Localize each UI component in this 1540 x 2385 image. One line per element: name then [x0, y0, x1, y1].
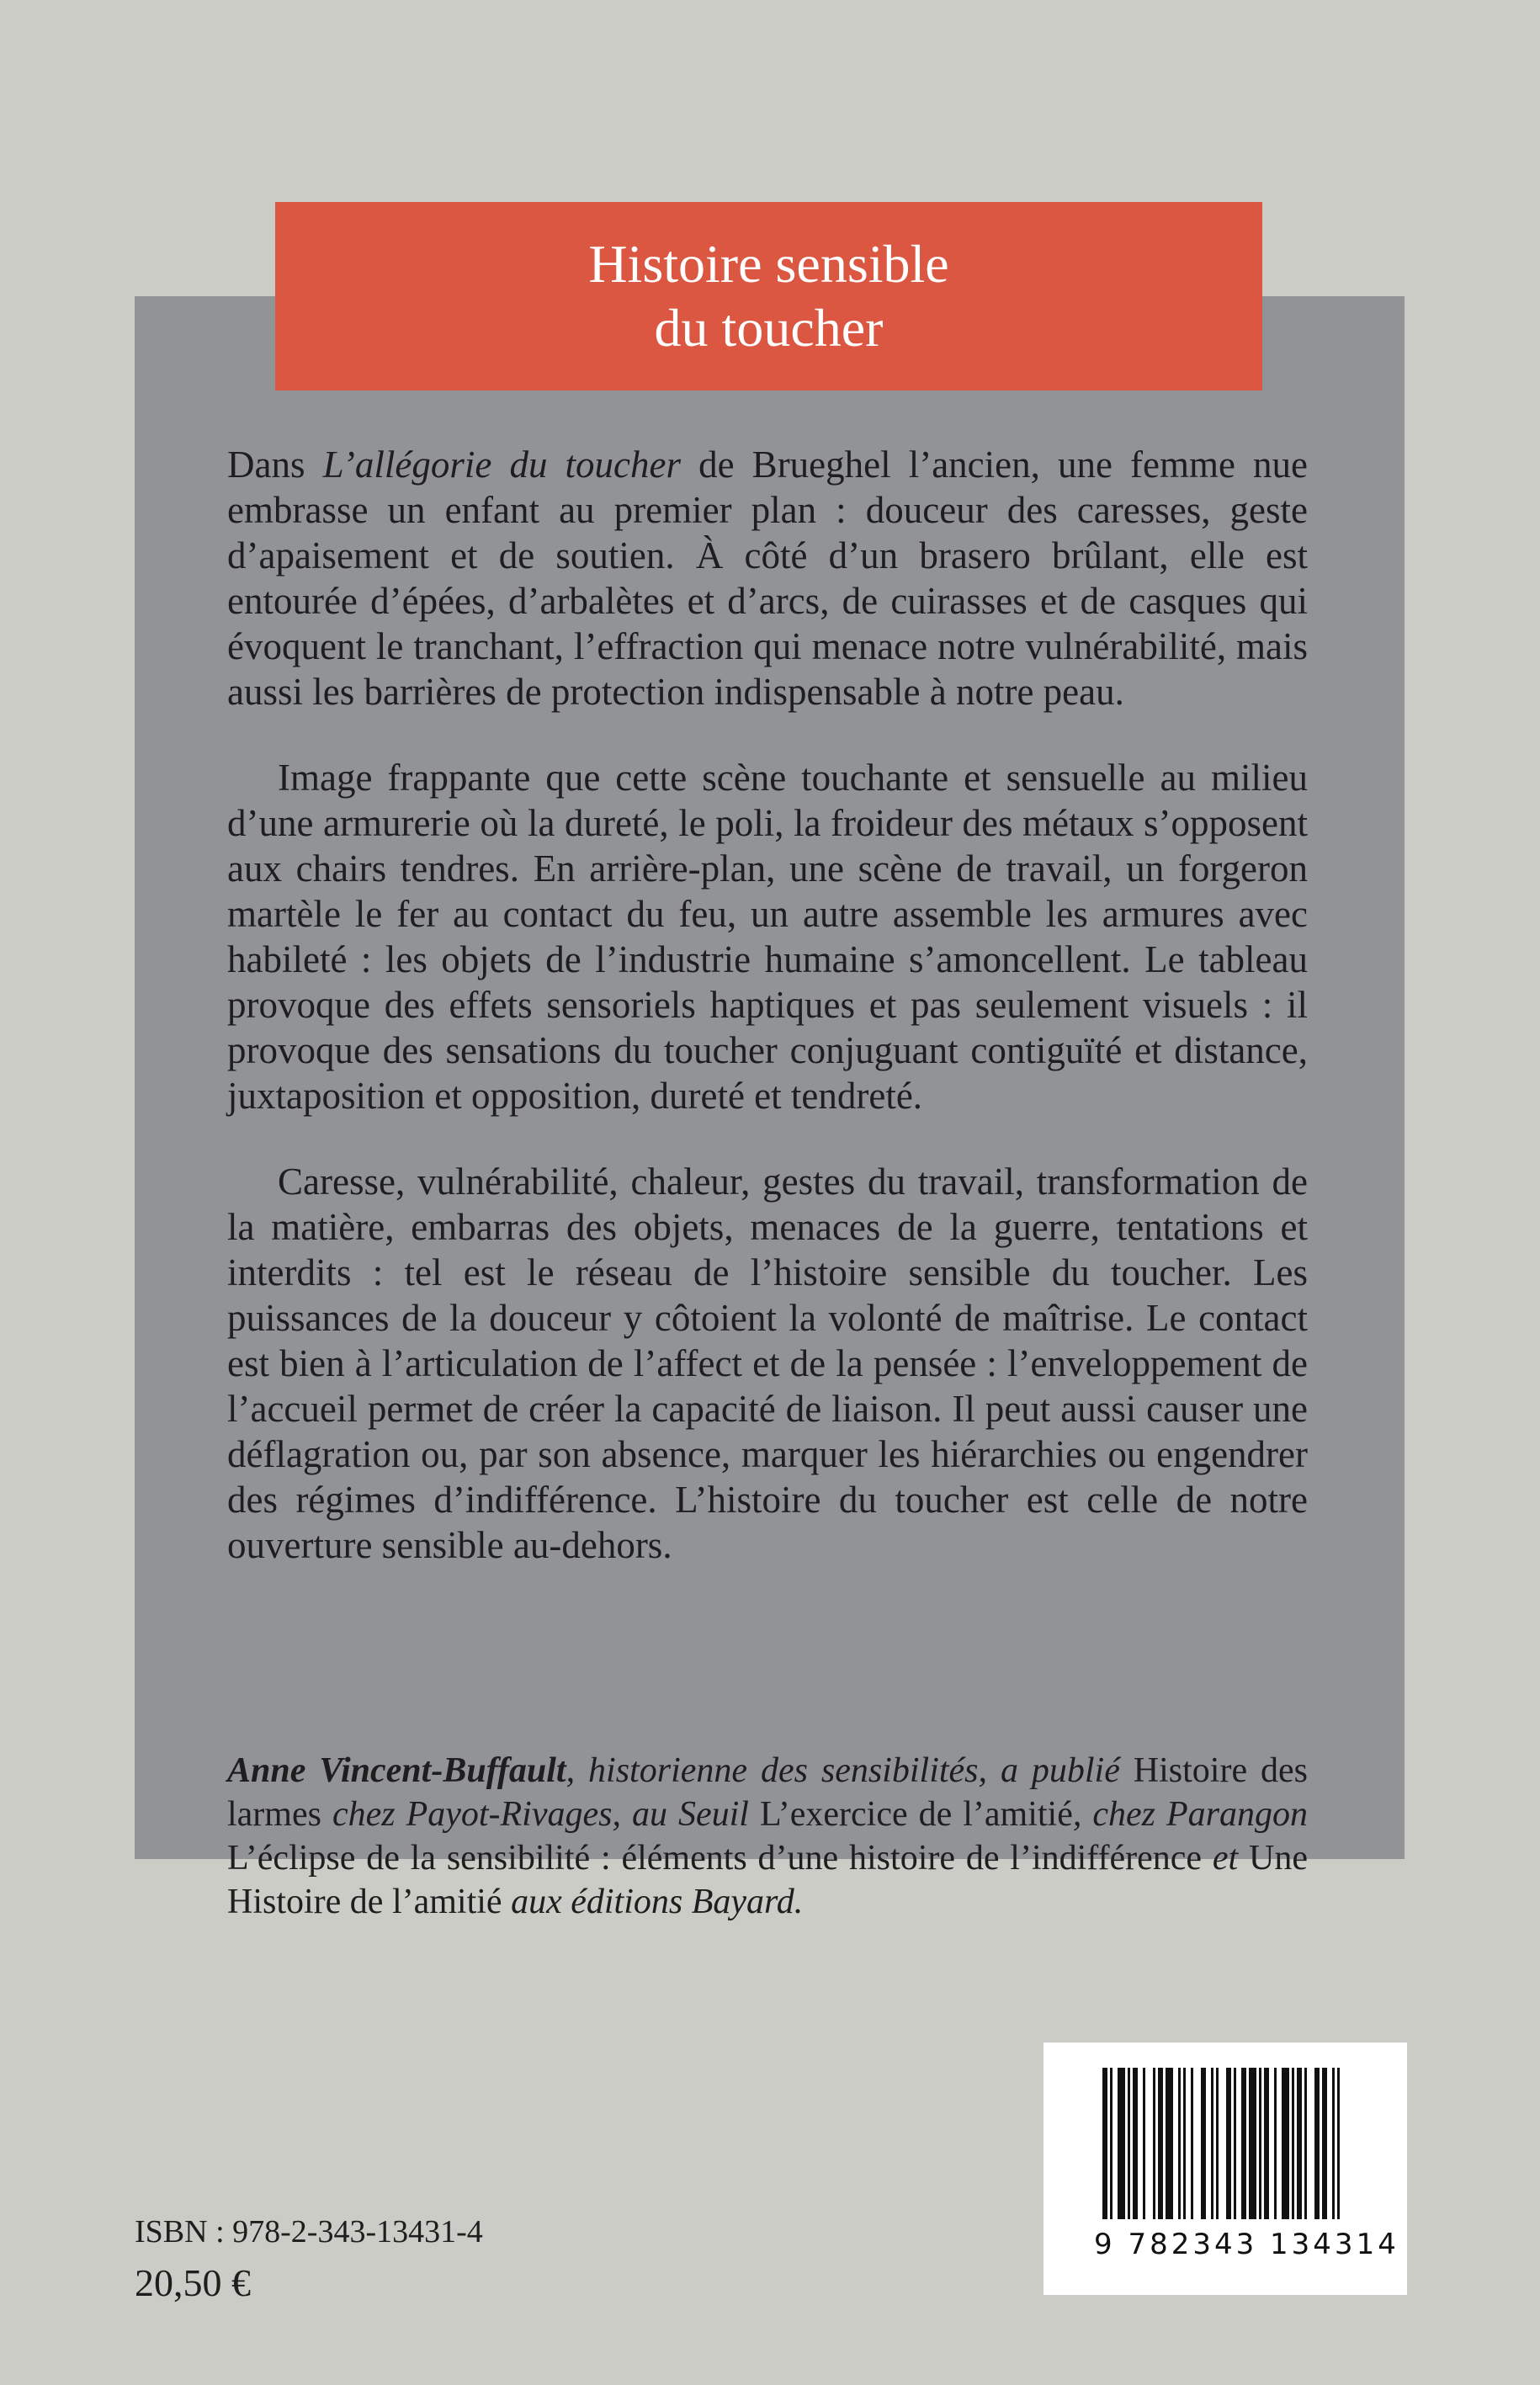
- barcode-bar: [1297, 2068, 1302, 2219]
- barcode-bar: [1211, 2068, 1213, 2219]
- title-line-2: du toucher: [654, 298, 884, 358]
- bio-s5: aux éditions Bayard.: [502, 1883, 804, 1921]
- p1-lead: Dans: [227, 444, 323, 486]
- barcode-bar: [1274, 2068, 1277, 2219]
- bio-s3: , chez Parangon: [1072, 1795, 1308, 1834]
- barcode-bar: [1178, 2068, 1181, 2219]
- barcode-bar: [1337, 2068, 1340, 2219]
- blurb-paragraph-2: Image frappante que cette scène touchante et sensuelle au milieu d’une armurerie où la dureté, le poli, la froideur des métaux s’opposent aux chairs tendres. En arrière-plan, une scène de travail, un forgeron martèle le fer au contact du feu, un autre assemble les armures avec habileté : les objets de l’industrie humaine s’amoncellent. Le tableau provoque des effets sensoriels haptiques et pas seulement visuels : il provoque des sensations du toucher conjuguant contiguïté et distance, juxtaposition et opposition, dureté et tendreté.: [227, 757, 1308, 1117]
- author-bio: [227, 1749, 1308, 1924]
- barcode-bar: [1241, 2068, 1246, 2219]
- isbn: ISBN : 978-2-343-13431-4: [135, 2214, 483, 2250]
- bio-t1: Histoire des larmes: [227, 1751, 1309, 1834]
- barcode-bar: [1133, 2068, 1138, 2219]
- barcode-bar: [1102, 2068, 1107, 2219]
- barcode: [1043, 2042, 1407, 2295]
- barcode-bar: [1158, 2068, 1163, 2219]
- bio-s2: chez Payot-Rivages, au Seuil: [321, 1795, 760, 1834]
- barcode-bar: [1166, 2068, 1173, 2219]
- blurb-paragraph-1: [227, 442, 1308, 714]
- price: 20,50 €: [135, 2261, 251, 2304]
- title-line-1: Histoire sensible: [588, 234, 949, 294]
- blurb: [227, 442, 1308, 1608]
- barcode-bar: [1292, 2068, 1294, 2219]
- barcode-bar: [1234, 2068, 1236, 2219]
- barcode-bar: [1282, 2068, 1289, 2219]
- barcode-bar: [1110, 2068, 1113, 2219]
- p1-rest: de Brueghel l’ancien, une femme nue embrasse un enfant au premier plan : douceur des caresses, geste d’apaisement et de soutien. À côté d’un brasero brûlant, elle est entourée d’épées, d’arbalètes et d’arcs, de cuirasses et de casques qui évoquent le tranchant, l’effraction qui menace notre vulnérabilité, mais aussi les barrières de protection indispensable à notre peau.: [227, 444, 1309, 713]
- barcode-bar: [1216, 2068, 1219, 2219]
- bio-t2: L’exercice de l’amitié: [759, 1795, 1073, 1834]
- barcode-bar: [1201, 2068, 1206, 2219]
- author-name: Anne Vincent-Buffault: [227, 1751, 566, 1790]
- barcode-bar: [1332, 2068, 1335, 2219]
- barcode-bar: [1118, 2068, 1125, 2219]
- bio-t3: L’éclipse de la sensibilité : éléments d’une histoire de l’indifférence: [227, 1839, 1203, 1878]
- barcode-bar: [1183, 2068, 1186, 2219]
- bio-t4: Une Histoire de l’amitié: [227, 1839, 1308, 1921]
- barcode-bar: [1226, 2068, 1231, 2219]
- barcode-bar: [1264, 2068, 1269, 2219]
- barcode-bar: [1153, 2068, 1155, 2219]
- barcode-bar: [1259, 2068, 1261, 2219]
- barcode-bar: [1128, 2068, 1130, 2219]
- bio-s1: , historienne des sensibilités, a publié: [566, 1751, 1134, 1790]
- blurb-paragraph-3: Caresse, vulnérabilité, chaleur, gestes du travail, transformation de la matière, embarras des objets, menaces de la guerre, tentations et interdits : tel est le réseau de l’histoire sensible du toucher. Les puissances de la douceur y côtoient la volonté de maîtrise. Le contact est bien à l’articulation de l’affect et de la pensée : l’enveloppement de l’accueil permet de créer la capacité de liaison. Il peut aussi causer une déflagration ou, par son absence, marquer les hiérarchies ou engendrer des régimes d’indifférence. L’histoire du toucher est celle de notre ouverture sensible au-dehors.: [227, 1161, 1308, 1566]
- barcode-bar: [1322, 2068, 1327, 2219]
- barcode-bar: [1314, 2068, 1320, 2219]
- barcode-bar: [1191, 2068, 1193, 2219]
- barcode-bar: [1304, 2068, 1307, 2219]
- barcode-bar: [1249, 2068, 1256, 2219]
- bio-s4: et: [1202, 1839, 1250, 1878]
- barcode-bar: [1143, 2068, 1145, 2219]
- title-banner: [275, 202, 1262, 390]
- p1-artwork-title: L’allégorie du toucher: [322, 444, 682, 486]
- barcode-digits: 9 782343 134314: [1094, 2228, 1399, 2261]
